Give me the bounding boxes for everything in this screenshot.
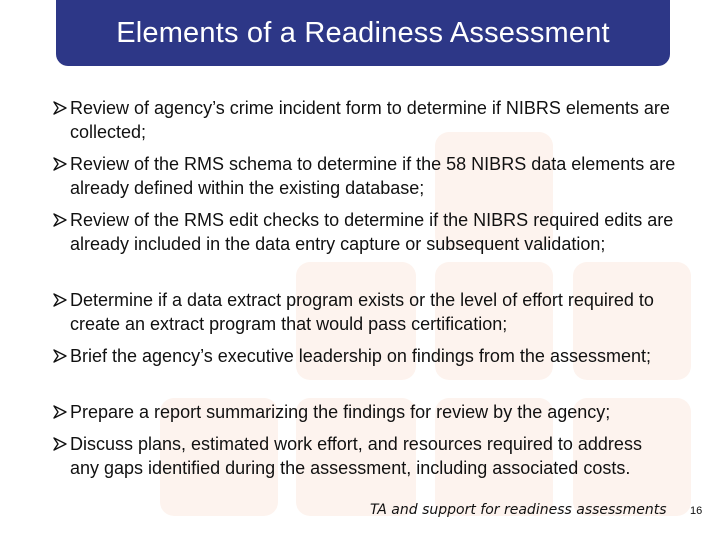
bullet-item: Discuss plans, estimated work effort, and resources required to address any gaps identified during the assessment, including associated costs. [70,434,642,478]
arrowhead-bullet-icon [53,213,67,227]
arrowhead-bullet-icon [53,405,67,419]
bullet-item: Prepare a report summarizing the findings for review by the agency; [70,402,611,422]
slide-footer: TA and support for readiness assessments [370,502,667,518]
bullet-item: Review of the RMS schema to determine if the 58 NIBRS data elements are already defined within the existing database; [70,154,676,198]
arrowhead-bullet-icon [53,157,67,171]
page-number: 16 [690,505,703,517]
bullet-item: Brief the agency’s executive leadership on findings from the assessment; [70,346,651,366]
arrowhead-bullet-icon [53,349,67,363]
bullet-item: Review of the RMS edit checks to determine if the NIBRS required edits are already included in the data entry capture or subsequent validation; [70,210,674,254]
title-banner [56,0,670,66]
arrowhead-bullet-icon [53,293,67,307]
arrowhead-bullet-icon [53,437,67,451]
bullet-item: Determine if a data extract program exists or the level of effort required to create an extract program that would pass certification; [70,290,654,334]
slide-title: Elements of a Readiness Assessment [116,16,610,49]
bullet-item: Review of agency’s crime incident form to determine if NIBRS elements are collected; [70,98,670,142]
arrowhead-bullet-icon [53,101,67,115]
